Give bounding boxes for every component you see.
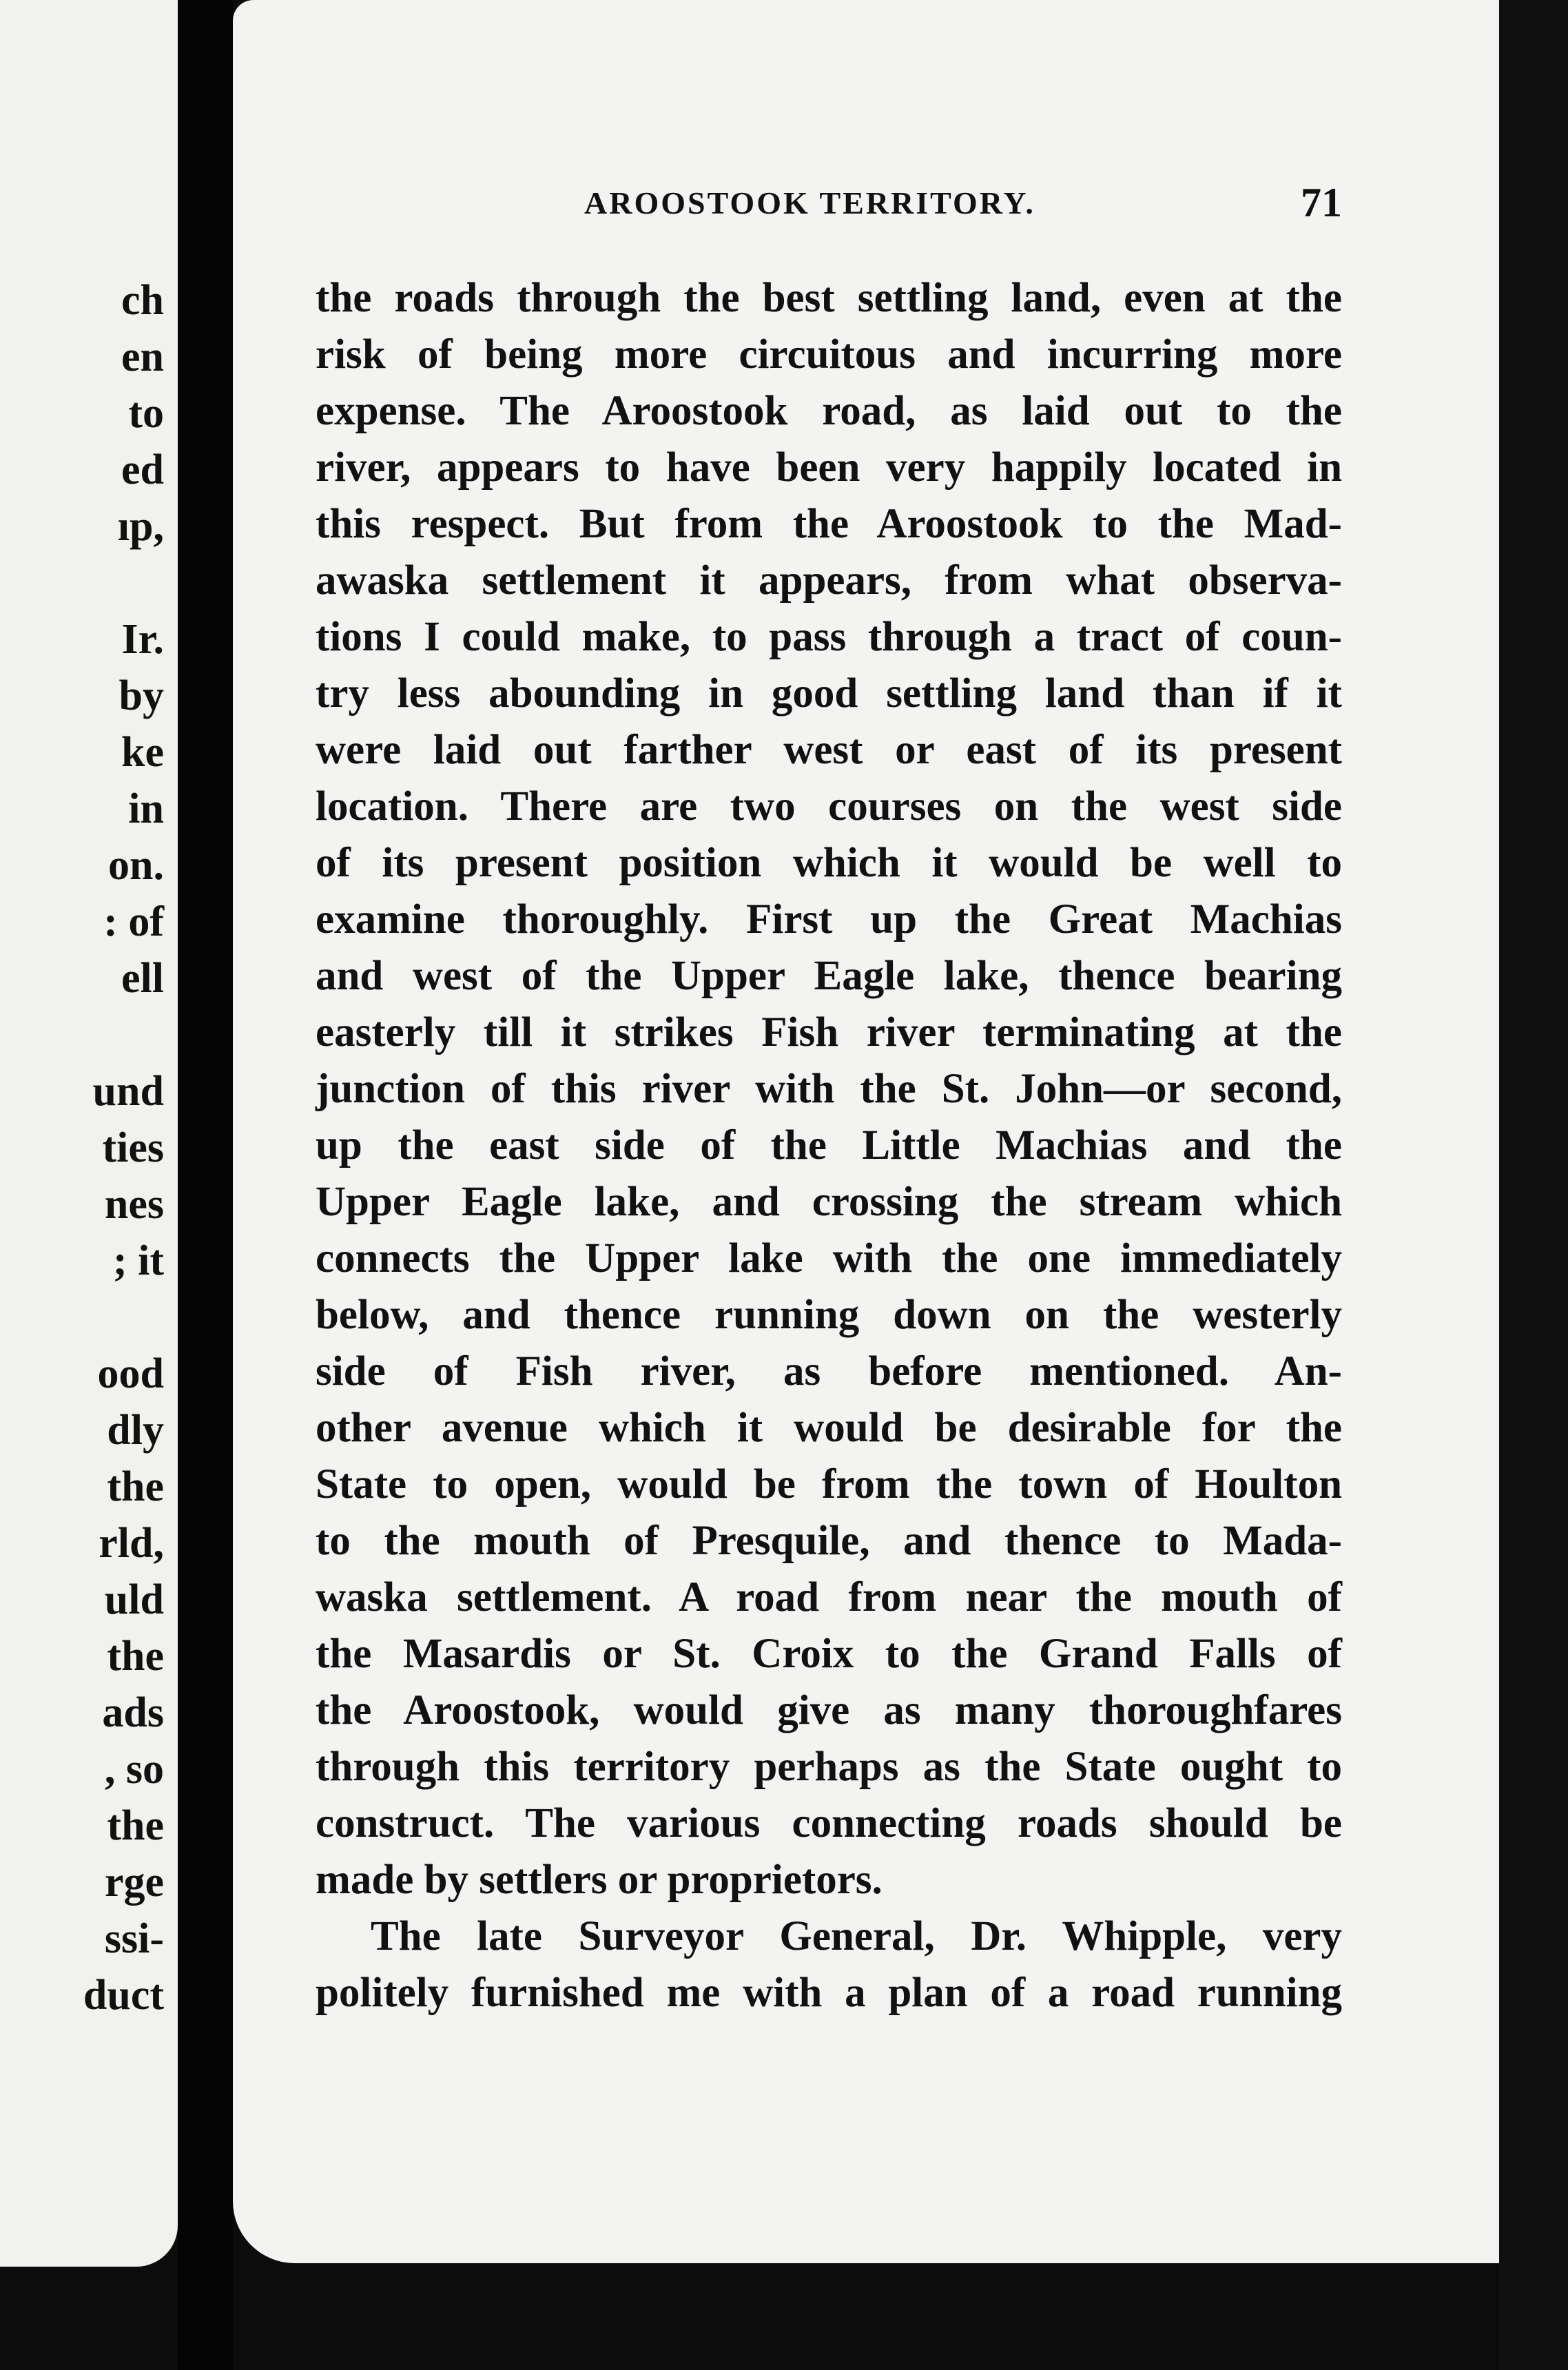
book-gutter: [178, 0, 233, 2370]
text-line: and west of the Upper Eagle lake, thence bearing: [316, 953, 1342, 999]
left-fragment: ke: [121, 729, 164, 776]
text-line: through this territory perhaps as the State ought to: [316, 1744, 1342, 1790]
left-fragment: , so: [104, 1746, 164, 1793]
text-line: of its present position which it would be well to: [316, 840, 1342, 886]
left-fragment: dly: [107, 1407, 164, 1454]
left-fragment: uld: [104, 1576, 164, 1623]
left-fragment: ıp,: [117, 503, 164, 550]
running-head: AROOSTOOK TERRITORY.: [584, 185, 1035, 220]
text-line: State to open, would be from the town of Houlton: [316, 1461, 1342, 1507]
text-line: other avenue which it would be desirable for the: [316, 1405, 1342, 1451]
text-line: to the mouth of Presquile, and thence to Mada-: [316, 1518, 1342, 1564]
text-line: made by settlers or proprietors.: [316, 1857, 883, 1903]
text-line: try less abounding in good settling land than if it: [316, 670, 1342, 717]
text-line: below, and thence running down on the westerly: [316, 1292, 1342, 1338]
text-line: this respect. But from the Aroostook to the Mad-: [316, 501, 1342, 547]
text-line: Upper Eagle lake, and crossing the stream which: [316, 1179, 1342, 1225]
text-line: the Masardis or St. Croix to the Grand Falls of: [316, 1631, 1342, 1677]
left-page-text-fragments: [83, 272, 164, 2023]
text-line: connects the Upper lake with the one immediately: [316, 1235, 1342, 1281]
left-fragment: in: [128, 785, 164, 832]
left-fragment: [83, 555, 164, 611]
text-line: risk of being more circuitous and incurring more: [316, 331, 1342, 378]
text-line: examine thoroughly. First up the Great Machias: [316, 896, 1342, 942]
left-fragment: ties: [102, 1124, 164, 1171]
page-edge-shadow: [1499, 0, 1568, 2370]
left-fragment: [83, 1289, 164, 1346]
text-line: awaska settlement it appears, from what observa-: [316, 557, 1342, 604]
body-text: [316, 270, 1342, 2021]
text-line: junction of this river with the St. John—or second,: [316, 1066, 1342, 1112]
left-fragment: ads: [102, 1689, 164, 1736]
left-fragment: duct: [83, 1972, 164, 2019]
right-page: [233, 0, 1499, 2263]
text-line: waska settlement. A road from near the mouth of: [316, 1574, 1342, 1620]
left-fragment: on.: [108, 842, 164, 889]
left-fragment: ch: [121, 277, 164, 324]
text-line: location. There are two courses on the west side: [316, 783, 1342, 830]
left-fragment: ssi-: [104, 1915, 164, 1962]
left-fragment: the: [107, 1463, 164, 1510]
text-line: expense. The Aroostook road, as laid out to the: [316, 388, 1342, 434]
page-header: [233, 180, 1342, 240]
left-fragment: by: [118, 672, 164, 719]
left-fragment: rge: [104, 1859, 164, 1906]
text-line: up the east side of the Little Machias and the: [316, 1122, 1342, 1168]
text-line: tions I could make, to pass through a tract of coun-: [316, 614, 1342, 660]
left-fragment: the: [107, 1633, 164, 1680]
page-number: 71: [1301, 180, 1342, 225]
left-fragment: und: [92, 1068, 164, 1115]
left-fragment: nes: [104, 1181, 164, 1228]
text-line: were laid out farther west or east of its present: [316, 727, 1342, 773]
left-fragment: : of: [103, 898, 164, 945]
text-line: side of Fish river, as before mentioned. An-: [316, 1348, 1342, 1394]
left-fragment: to: [128, 390, 164, 437]
left-fragment: ed: [121, 446, 164, 493]
left-fragment: the: [107, 1802, 164, 1849]
left-fragment: Ir.: [121, 616, 164, 663]
text-line: construct. The various connecting roads should be: [316, 1800, 1342, 1846]
text-line: The late Surveyor General, Dr. Whipple, very: [371, 1913, 1342, 1959]
text-line: river, appears to have been very happily located in: [316, 444, 1342, 491]
left-fragment: en: [121, 333, 164, 380]
left-fragment: ; it: [112, 1237, 164, 1284]
left-fragment: ood: [97, 1350, 164, 1397]
left-fragment: rld,: [99, 1520, 164, 1567]
left-fragment: ell: [121, 955, 164, 1002]
text-line: politely furnished me with a plan of a road running: [316, 1970, 1342, 2016]
left-facing-page: [0, 0, 178, 2267]
text-line: the Aroostook, would give as many thoroughfares: [316, 1687, 1342, 1733]
text-line: easterly till it strikes Fish river terminating at the: [316, 1009, 1342, 1055]
left-fragment: [83, 1007, 164, 1063]
text-line: the roads through the best settling land, even at the: [316, 275, 1342, 321]
